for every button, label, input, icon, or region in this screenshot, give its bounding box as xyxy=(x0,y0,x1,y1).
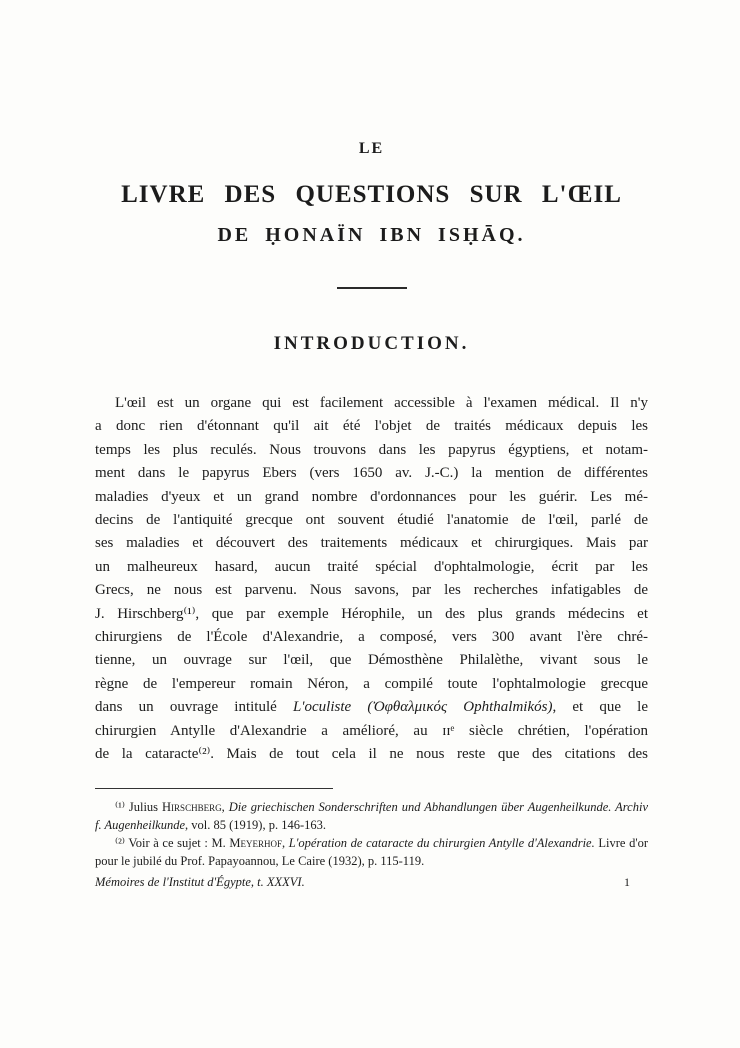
body-line: chirurgiens de l'École d'Alexandrie, a composé, vers 300 avant l'ère chré- xyxy=(95,629,648,646)
book-title-italic: L'oculiste (Ὀφθαλμικός Ophthalmikós) xyxy=(292,699,553,716)
body-line: de la cataracte⁽²⁾. Mais de tout cela il ne nous reste que des citations des xyxy=(95,746,648,763)
footnote-post: , vol. 85 (1919), p. 146-163. xyxy=(185,817,326,832)
footnote-author: Meyerhof xyxy=(229,835,283,850)
section-heading: INTRODUCTION. xyxy=(273,333,470,354)
footnote-marker: ⁽²⁾ xyxy=(115,835,129,850)
footer xyxy=(95,875,648,890)
body-line: a donc rien d'étonnant qu'il ait été l'objet de traités médicaux depuis les xyxy=(95,418,648,435)
body-line: maladies d'yeux et un grand nombre d'ordonnances pour les guérir. Les mé- xyxy=(95,488,648,505)
body-paragraph xyxy=(95,392,648,767)
footer-series-title: Mémoires de l'Institut d'Égypte, t. XXXVI. xyxy=(95,874,305,889)
footnote-post: Livre d'or pour le jubilé du Prof. Papayoannou, Le Caire (1932), p. 115-119. xyxy=(95,835,648,868)
footnote-divider xyxy=(95,788,333,789)
body-line: règne de l'empereur romain Néron, a compilé toute l'ophtalmologie grecque xyxy=(95,675,648,692)
body-line: temps les plus reculés. Nous trouvons dans les papyrus égyptiens, et notam- xyxy=(95,441,648,458)
footnote-pre: Julius xyxy=(128,799,163,814)
body-line-post: , et que le xyxy=(552,699,648,716)
footnote-sep: , xyxy=(221,799,229,814)
footnotes xyxy=(95,798,648,870)
footnote-2 xyxy=(95,834,648,870)
body-line: ment dans le papyrus Ebers (vers 1650 av. J.-C.) la mention de différentes xyxy=(95,465,648,482)
body-line: un malheureux hasard, aucun traité spécial d'ophtalmologie, écrit par les xyxy=(95,558,648,575)
body-line: chirurgien Antylle d'Alexandrie a amélioré, au ɪɪᵉ siècle chrétien, l'opération xyxy=(95,722,648,739)
footnote-author: Hirschberg xyxy=(162,799,222,814)
subtitle: DE ḤONAÏN IBN ISḤĀQ. xyxy=(217,224,526,246)
footnote-1 xyxy=(95,798,648,834)
footnote-title-italic: L'opération de cataracte du chirurgien Antylle d'Alexandrie. xyxy=(288,835,595,850)
body-line: Grecs, ne nous est parvenu. Nous savons, par les recherches infatigables de xyxy=(95,582,648,599)
body-line-pre: dans un ouvrage intitulé xyxy=(95,699,293,716)
body-line: L'œil est un organe qui est facilement accessible à l'examen médical. Il n'y xyxy=(115,395,648,411)
body-line xyxy=(95,696,648,719)
footnote-title-italic: Die griechischen Sonderschriften und Abhandlungen über Augenheilkunde. Archiv f. Augenheilkunde xyxy=(95,799,649,832)
body-line: J. Hirschberg⁽¹⁾, que par exemple Hérophile, un des plus grands médecins et xyxy=(95,605,648,622)
footnote-sep: , xyxy=(282,835,289,850)
body-line: ses maladies et découvert des traitements médicaux et chirurgiques. Mais par xyxy=(95,535,648,552)
footnote-pre: Voir à ce sujet : M. xyxy=(128,835,230,850)
main-title: LIVRE DES QUESTIONS SUR L'ŒIL xyxy=(121,181,622,208)
title-divider xyxy=(337,287,407,289)
body-line: tienne, un ouvrage sur l'œil, que Démosthène Philalèthe, vivant sous le xyxy=(95,652,648,669)
footnote-marker: ⁽¹⁾ xyxy=(115,799,129,814)
page-number: 1 xyxy=(624,874,630,889)
title-le: LE xyxy=(358,140,385,157)
body-line: decins de l'antiquité grecque ont souvent étudié l'anatomie de l'œil, parlé de xyxy=(95,512,648,529)
